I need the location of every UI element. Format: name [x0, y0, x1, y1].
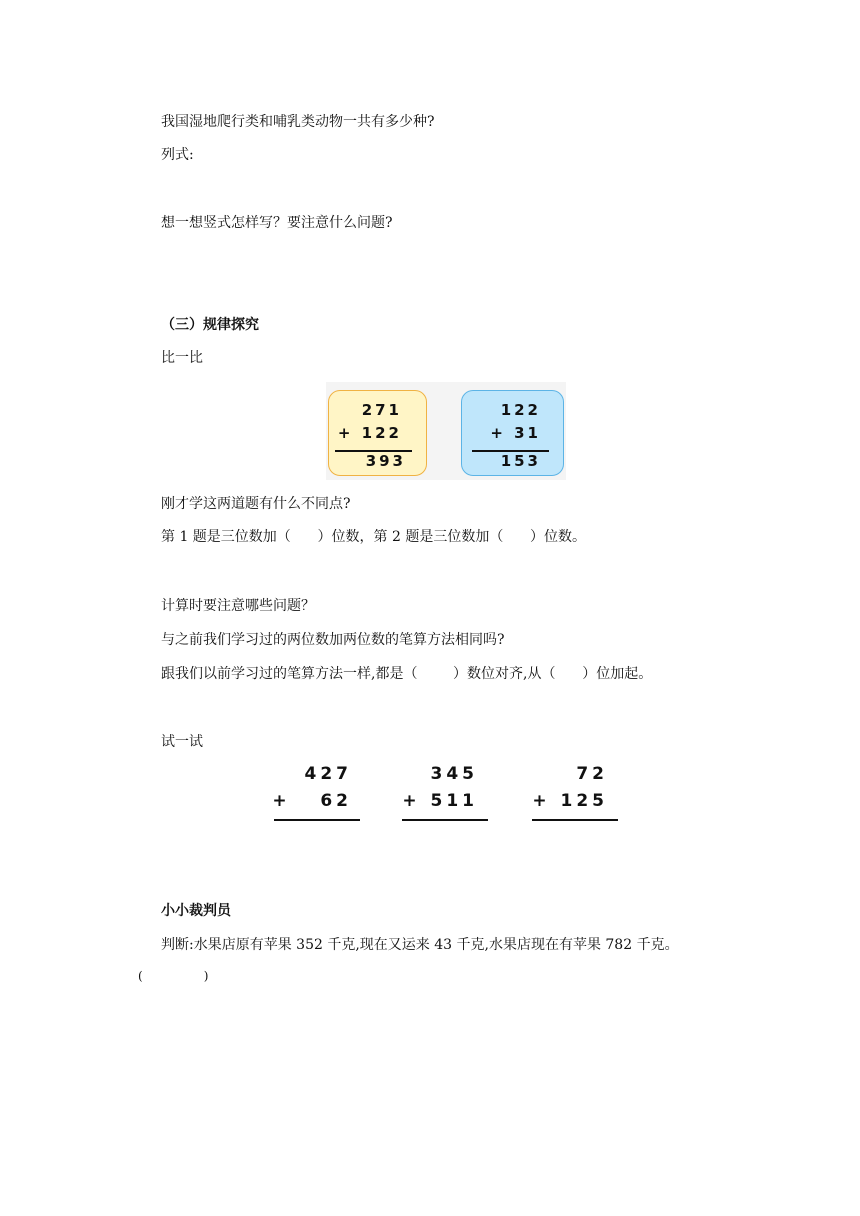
compare-card-left — [328, 390, 427, 476]
addend-bottom: + 122 — [337, 424, 402, 442]
judge-answer-blank: ( ) — [138, 969, 209, 983]
judge-heading: 小小裁判员 — [161, 903, 231, 919]
fill-blank-method: 跟我们以前学习过的笔算方法一样,都是（ ）数位对齐,从（ ）位加起。 — [161, 666, 653, 682]
addend-top: 345 — [430, 764, 478, 784]
sum: 393 — [365, 452, 406, 470]
addend-bottom: + 125 — [532, 791, 608, 811]
fill-blank-digits: 第 1 题是三位数加（ ）位数，第 2 题是三位数加（ ）位数。 — [161, 529, 587, 545]
formula-label: 列式: — [161, 147, 194, 163]
sum: 153 — [500, 452, 541, 470]
question-attention: 计算时要注意哪些问题？ — [161, 598, 315, 614]
addend-bottom: + 511 — [402, 791, 478, 811]
practice-problem-3 — [530, 764, 620, 824]
question-vertical: 想一想竖式怎样写？要注意什么问题? — [161, 215, 393, 231]
addend-bottom: + 62 — [272, 791, 352, 811]
addend-top: 271 — [361, 401, 402, 419]
question-difference: 刚才学这两道题有什么不同点? — [161, 496, 351, 512]
addend-top: 72 — [576, 764, 608, 784]
question-wetland: 我国湿地爬行类和哺乳类动物一共有多少种? — [161, 114, 435, 130]
judge-statement: 判断:水果店原有苹果 352 千克,现在又运来 43 千克,水果店现在有苹果 782 千克。 — [161, 937, 679, 953]
practice-problem-2 — [400, 764, 490, 824]
sum-rule — [402, 819, 488, 821]
sum-rule — [274, 819, 360, 821]
try-label: 试一试 — [161, 734, 203, 750]
addend-bottom: + 31 — [490, 424, 541, 442]
section-heading: （三）规律探究 — [161, 317, 259, 333]
compare-card-right — [461, 390, 564, 476]
addend-top: 122 — [500, 401, 541, 419]
compare-label: 比一比 — [161, 350, 203, 366]
sum-rule — [532, 819, 618, 821]
practice-problem-1 — [272, 764, 362, 824]
question-same-method: 与之前我们学习过的两位数加两位数的笔算方法相同吗? — [161, 632, 505, 648]
addend-top: 427 — [304, 764, 352, 784]
